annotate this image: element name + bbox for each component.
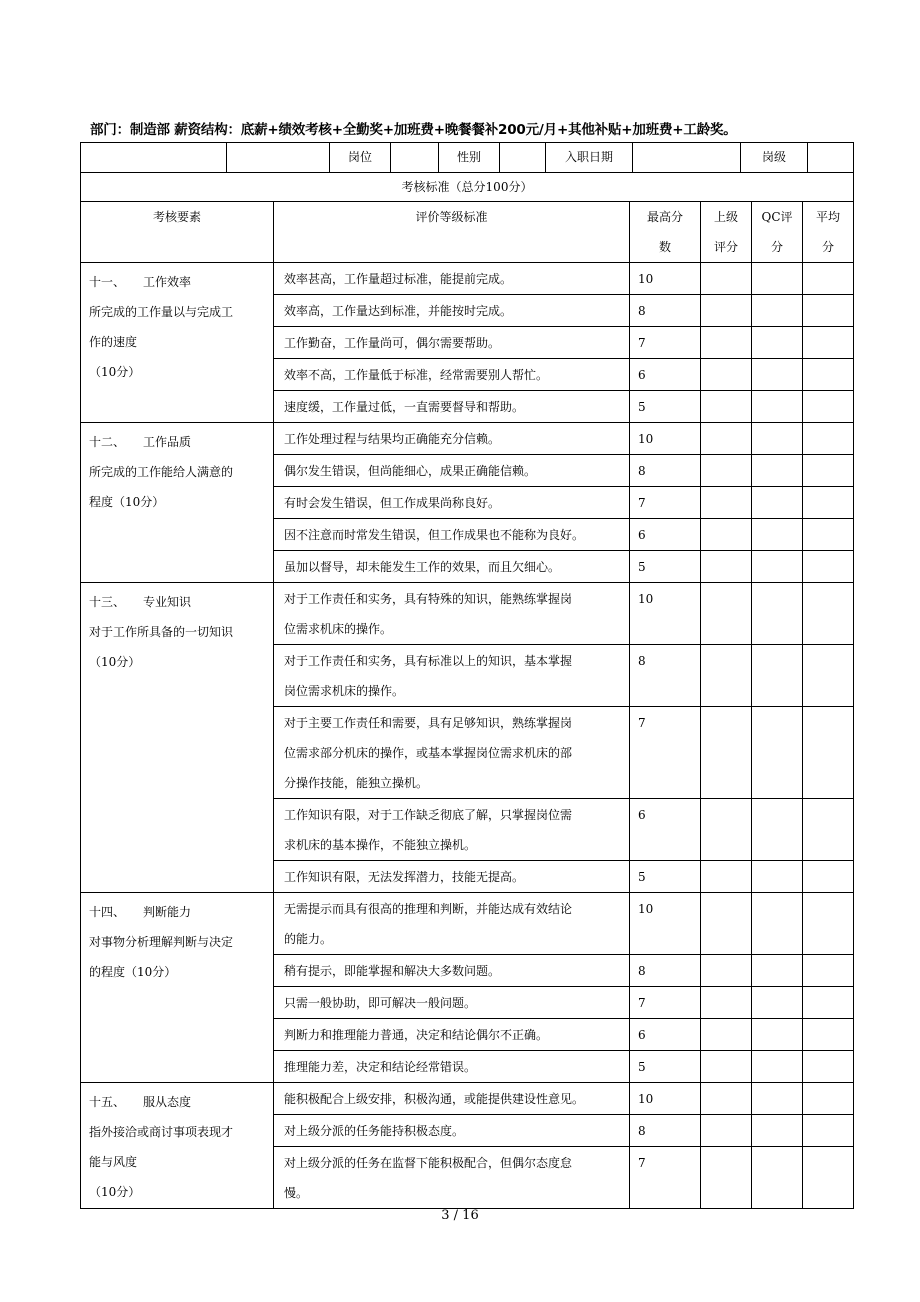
factor-cell [81, 263, 274, 423]
factor-line: 对事物分析理解判断与决定 [89, 935, 234, 949]
max-score-cell: 6 [630, 799, 701, 861]
criteria-line: 分操作技能，能独立操机。 [284, 776, 429, 790]
criteria-cell [274, 423, 630, 455]
hire-date-label: 入职日期 [546, 143, 633, 173]
qc-score-cell[interactable] [752, 987, 803, 1019]
supervisor-score-cell[interactable] [701, 861, 752, 893]
supervisor-score-header: 上级 评分 [701, 202, 752, 263]
supervisor-score-cell[interactable] [701, 263, 752, 295]
average-score-cell[interactable] [803, 1083, 854, 1115]
qc-score-cell[interactable] [752, 1115, 803, 1147]
criteria-cell [274, 519, 630, 551]
qc-score-cell[interactable] [752, 707, 803, 799]
max-score-cell: 6 [630, 519, 701, 551]
criteria-cell [274, 359, 630, 391]
criteria-cell [274, 1115, 630, 1147]
criteria-line: 慢。 [284, 1186, 309, 1200]
qc-score-cell[interactable] [752, 1019, 803, 1051]
supervisor-score-cell[interactable] [701, 327, 752, 359]
criteria-line: 的能力。 [284, 932, 333, 946]
criteria-cell [274, 1051, 630, 1083]
qc-score-cell[interactable] [752, 1051, 803, 1083]
average-score-cell[interactable] [803, 1115, 854, 1147]
factor-line: （10分） [89, 1185, 141, 1199]
criteria-row [81, 423, 854, 455]
qc-score-cell[interactable] [752, 799, 803, 861]
max-score-cell: 10 [630, 583, 701, 645]
name-extra-cell[interactable] [227, 143, 330, 173]
supervisor-score-cell[interactable] [701, 987, 752, 1019]
criteria-cell [274, 799, 630, 861]
criteria-row [81, 583, 854, 645]
factor-line: 十三、 专业知识 [89, 595, 192, 609]
criteria-line: 稍有提示，即能掌握和解决大多数问题。 [284, 964, 501, 978]
supervisor-score-cell[interactable] [701, 799, 752, 861]
criteria-cell [274, 455, 630, 487]
factor-cell [81, 423, 274, 583]
criteria-row [81, 893, 854, 955]
average-score-cell[interactable] [803, 551, 854, 583]
max-score-cell: 5 [630, 861, 701, 893]
qc-score-cell[interactable] [752, 893, 803, 955]
max-score-cell: 5 [630, 551, 701, 583]
average-score-cell[interactable] [803, 645, 854, 707]
average-score-cell[interactable] [803, 955, 854, 987]
criteria-line: 工作知识有限，无法发挥潜力，技能无提高。 [284, 870, 525, 884]
factor-line: （10分） [89, 655, 141, 669]
criteria-cell [274, 263, 630, 295]
qc-score-cell[interactable] [752, 1147, 803, 1209]
criteria-cell [274, 487, 630, 519]
max-score-cell: 6 [630, 359, 701, 391]
average-score-cell[interactable] [803, 861, 854, 893]
assessment-table [80, 172, 854, 1209]
average-score-cell[interactable] [803, 987, 854, 1019]
name-value-cell[interactable] [81, 143, 227, 173]
average-score-cell[interactable] [803, 707, 854, 799]
criteria-line: 能积极配合上级安排，积极沟通，或能提供建设性意见。 [284, 1092, 585, 1106]
criteria-line: 速度缓，工作量过低，一直需要督导和帮助。 [284, 400, 525, 414]
criteria-cell [274, 327, 630, 359]
criteria-cell [274, 645, 630, 707]
max-score-cell: 10 [630, 263, 701, 295]
qc-score-cell[interactable] [752, 295, 803, 327]
criteria-line: 对于工作责任和实务，具有标准以上的知识，基本掌握 [284, 654, 573, 668]
hire-date-value-cell[interactable] [633, 143, 741, 173]
criteria-line: 推理能力差，决定和结论经常错误。 [284, 1060, 477, 1074]
max-score-cell: 6 [630, 1019, 701, 1051]
factor-line: 程度（10分） [89, 495, 165, 509]
average-score-cell[interactable] [803, 583, 854, 645]
max-score-cell: 7 [630, 327, 701, 359]
average-score-cell[interactable] [803, 1147, 854, 1209]
max-score-cell: 10 [630, 1083, 701, 1115]
max-score-cell: 8 [630, 1115, 701, 1147]
qc-score-cell[interactable] [752, 583, 803, 645]
max-score-cell: 7 [630, 487, 701, 519]
max-score-cell: 5 [630, 1051, 701, 1083]
max-score-cell: 5 [630, 391, 701, 423]
criteria-line: 有时会发生错误，但工作成果尚称良好。 [284, 496, 501, 510]
criteria-line: 岗位需求机床的操作。 [284, 684, 405, 698]
qc-score-cell[interactable] [752, 359, 803, 391]
qc-score-cell[interactable] [752, 327, 803, 359]
criteria-line: 判断力和推理能力普通，决定和结论偶尔不正确。 [284, 1028, 549, 1042]
criteria-line: 虽加以督导，却未能发生工作的效果，而且欠细心。 [284, 560, 561, 574]
criteria-cell [274, 583, 630, 645]
max-score-cell: 7 [630, 707, 701, 799]
criteria-row [81, 263, 854, 295]
supervisor-score-cell[interactable] [701, 1147, 752, 1209]
criteria-cell [274, 1147, 630, 1209]
average-score-cell[interactable] [803, 1019, 854, 1051]
factor-line: （10分） [89, 365, 141, 379]
qc-score-cell[interactable] [752, 263, 803, 295]
average-score-cell[interactable] [803, 391, 854, 423]
factor-line: 十二、 工作品质 [89, 435, 192, 449]
criteria-line: 位需求部分机床的操作，或基本掌握岗位需求机床的部 [284, 746, 573, 760]
supervisor-score-cell[interactable] [701, 1051, 752, 1083]
qc-score-cell[interactable] [752, 551, 803, 583]
supervisor-score-cell[interactable] [701, 707, 752, 799]
criteria-line: 工作知识有限，对于工作缺乏彻底了解，只掌握岗位需 [284, 808, 573, 822]
page-number: 3 / 16 [441, 1208, 479, 1223]
average-score-cell[interactable] [803, 455, 854, 487]
qc-score-cell[interactable] [752, 487, 803, 519]
standard-title: 考核标准（总分100分） [81, 173, 854, 202]
criteria-cell [274, 707, 630, 799]
criteria-cell [274, 861, 630, 893]
grade-value-cell[interactable] [808, 143, 854, 173]
supervisor-score-cell[interactable] [701, 551, 752, 583]
supervisor-score-cell[interactable] [701, 423, 752, 455]
average-score-cell[interactable] [803, 487, 854, 519]
max-score-cell: 10 [630, 423, 701, 455]
supervisor-score-cell[interactable] [701, 583, 752, 645]
qc-score-cell[interactable] [752, 1083, 803, 1115]
factor-cell [81, 583, 274, 893]
criteria-line: 对于工作责任和实务，具有特殊的知识，能熟练掌握岗 [284, 592, 573, 606]
max-score-header: 最高分 数 [630, 202, 701, 263]
criteria-cell [274, 893, 630, 955]
factor-line: 作的速度 [89, 335, 138, 349]
max-score-cell: 8 [630, 955, 701, 987]
criteria-header: 评价等级标准 [274, 202, 630, 263]
factor-cell [81, 893, 274, 1083]
average-score-cell[interactable] [803, 799, 854, 861]
average-score-cell[interactable] [803, 893, 854, 955]
grade-label: 岗级 [741, 143, 808, 173]
supervisor-score-cell[interactable] [701, 391, 752, 423]
criteria-line: 只需一般协助，即可解决一般问题。 [284, 996, 477, 1010]
qc-score-cell[interactable] [752, 519, 803, 551]
criteria-cell [274, 295, 630, 327]
max-score-cell: 8 [630, 455, 701, 487]
max-score-cell: 10 [630, 893, 701, 955]
criteria-cell [274, 987, 630, 1019]
criteria-line: 对上级分派的任务在监督下能积极配合，但偶尔态度怠 [284, 1156, 573, 1170]
supervisor-score-cell[interactable] [701, 359, 752, 391]
average-score-cell[interactable] [803, 1051, 854, 1083]
max-score-cell: 7 [630, 1147, 701, 1209]
gender-value-cell[interactable] [500, 143, 546, 173]
supervisor-score-cell[interactable] [701, 487, 752, 519]
supervisor-score-cell[interactable] [701, 1019, 752, 1051]
factor-line: 指外接洽或商讨事项表现才 [89, 1125, 234, 1139]
criteria-line: 工作勤奋，工作量尚可，偶尔需要帮助。 [284, 336, 501, 350]
criteria-line: 效率甚高，工作量超过标准，能提前完成。 [284, 272, 513, 286]
factor-line: 十一、 工作效率 [89, 275, 192, 289]
factor-line: 的程度（10分） [89, 965, 177, 979]
criteria-line: 效率高，工作量达到标准，并能按时完成。 [284, 304, 513, 318]
factor-line: 对于工作所具备的一切知识 [89, 625, 234, 639]
average-score-cell[interactable] [803, 359, 854, 391]
qc-score-cell[interactable] [752, 861, 803, 893]
average-score-cell[interactable] [803, 519, 854, 551]
supervisor-score-cell[interactable] [701, 1115, 752, 1147]
factor-line: 所完成的工作能给人满意的 [89, 465, 234, 479]
average-score-header: 平均 分 [803, 202, 854, 263]
criteria-cell [274, 551, 630, 583]
qc-score-cell[interactable] [752, 455, 803, 487]
factor-line: 所完成的工作量以与完成工 [89, 305, 234, 319]
criteria-line: 工作处理过程与结果均正确能充分信赖。 [284, 432, 501, 446]
supervisor-score-cell[interactable] [701, 645, 752, 707]
criteria-cell [274, 1019, 630, 1051]
criteria-line: 位需求机床的操作。 [284, 622, 393, 636]
supervisor-score-cell[interactable] [701, 455, 752, 487]
qc-score-cell[interactable] [752, 391, 803, 423]
criteria-row [81, 1083, 854, 1115]
max-score-cell: 7 [630, 987, 701, 1019]
max-score-cell: 8 [630, 295, 701, 327]
factor-line: 十五、 服从态度 [89, 1095, 192, 1109]
supervisor-score-cell[interactable] [701, 295, 752, 327]
qc-score-header: QC评 分 [752, 202, 803, 263]
average-score-cell[interactable] [803, 423, 854, 455]
gender-label: 性别 [439, 143, 500, 173]
header-text: 部门：制造部 薪资结构：底薪+绩效考核+全勤奖+加班费+晚餐餐补200元/月+其他补贴+加班费+工龄奖。 [90, 122, 737, 138]
supervisor-score-cell[interactable] [701, 955, 752, 987]
average-score-cell[interactable] [803, 295, 854, 327]
employee-info-table [80, 142, 854, 173]
criteria-line: 对上级分派的任务能持积极态度。 [284, 1124, 465, 1138]
criteria-line: 效率不高，工作量低于标准，经常需要别人帮忙。 [284, 368, 549, 382]
position-label: 岗位 [330, 143, 391, 173]
criteria-cell [274, 955, 630, 987]
criteria-line: 偶尔发生错误，但尚能细心，成果正确能信赖。 [284, 464, 537, 478]
supervisor-score-cell[interactable] [701, 1083, 752, 1115]
factor-line: 十四、 判断能力 [89, 905, 192, 919]
supervisor-score-cell[interactable] [701, 893, 752, 955]
factor-cell [81, 1083, 274, 1209]
criteria-line: 对于主要工作责任和需要，具有足够知识，熟练掌握岗 [284, 716, 573, 730]
position-value-cell[interactable] [391, 143, 439, 173]
qc-score-cell[interactable] [752, 955, 803, 987]
factor-header: 考核要素 [81, 202, 274, 263]
average-score-cell[interactable] [803, 327, 854, 359]
criteria-line: 因不注意而时常发生错误，但工作成果也不能称为良好。 [284, 528, 585, 542]
max-score-cell: 8 [630, 645, 701, 707]
criteria-line: 求机床的基本操作，不能独立操机。 [284, 838, 477, 852]
average-score-cell[interactable] [803, 263, 854, 295]
qc-score-cell[interactable] [752, 423, 803, 455]
supervisor-score-cell[interactable] [701, 519, 752, 551]
factor-line: 能与风度 [89, 1155, 138, 1169]
qc-score-cell[interactable] [752, 645, 803, 707]
criteria-cell [274, 391, 630, 423]
criteria-line: 无需提示而具有很高的推理和判断，并能达成有效结论 [284, 902, 573, 916]
criteria-cell [274, 1083, 630, 1115]
